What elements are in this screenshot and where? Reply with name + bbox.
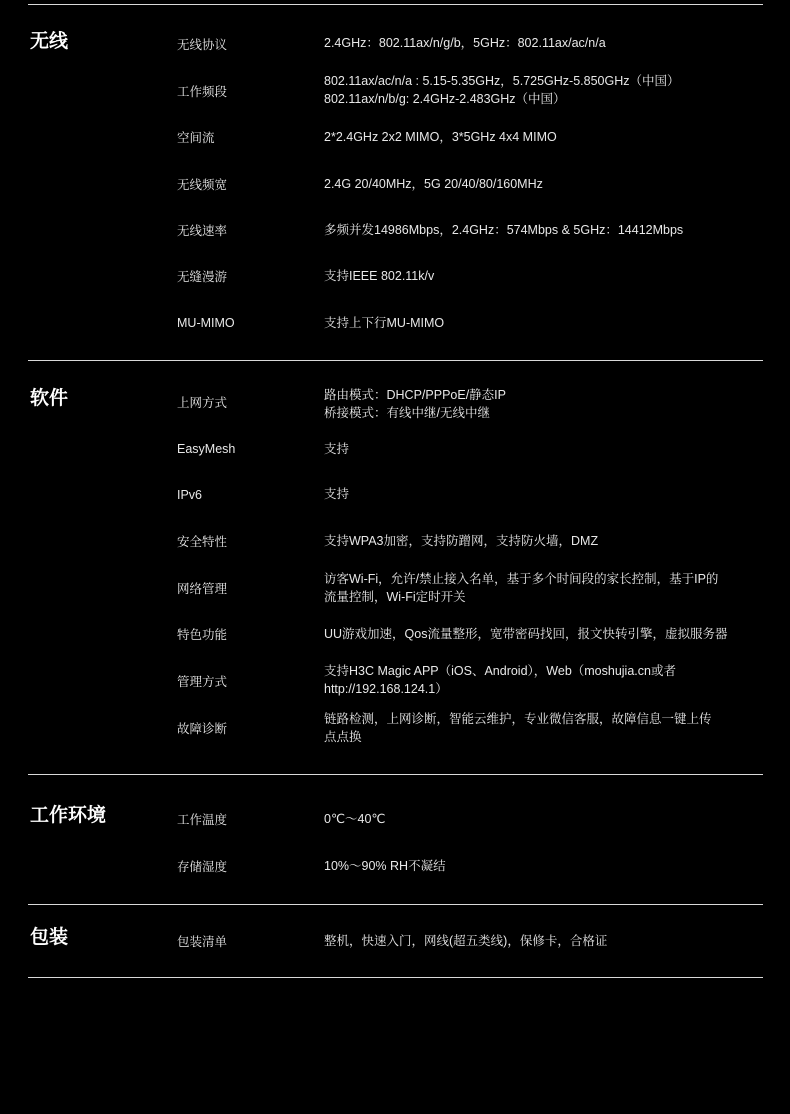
spec-value-line: 支持H3C Magic APP（iOS、Android），Web（moshujia.cn或者 — [324, 664, 676, 678]
spec-label-wireless-rate: 无线速率 — [177, 224, 228, 238]
section-title-packaging: 包装 — [30, 927, 69, 948]
spec-value-channel-width — [324, 175, 724, 193]
spec-value-line: 支持WPA3加密，支持防蹭网，支持防火墙，DMZ — [324, 534, 599, 548]
spec-value-spatial-streams — [324, 128, 724, 146]
spec-value-internet-mode — [324, 386, 724, 422]
divider-bottom — [28, 977, 763, 978]
spec-value-line: 访客Wi-Fi，允许/禁止接入名单，基于多个时间段的家长控制，基于IP的 — [324, 572, 719, 586]
spec-value-network-management — [324, 570, 724, 606]
spec-value-mu-mimo — [324, 314, 724, 332]
spec-value-features — [324, 625, 728, 643]
spec-value-management-method — [324, 662, 724, 698]
spec-value-seamless-roaming — [324, 267, 724, 285]
spec-label-package-contents: 包装清单 — [177, 935, 228, 949]
spec-value-fault-diagnosis — [324, 710, 724, 746]
spec-value-line: 多频并发14986Mbps，2.4GHz：574Mbps & 5GHz：14412Mbps — [324, 223, 684, 237]
spec-label-storage-humidity: 存储湿度 — [177, 860, 228, 874]
spec-value-easymesh — [324, 440, 724, 458]
spec-value-line: 流量控制，Wi-Fi定时开关 — [324, 590, 466, 604]
divider-software-environment — [28, 774, 763, 775]
divider-top — [28, 4, 763, 5]
spec-value-line: 0℃～40℃ — [324, 812, 386, 826]
spec-label-easymesh: EasyMesh — [177, 442, 236, 456]
spec-label-operating-temperature: 工作温度 — [177, 813, 228, 827]
spec-value-line: 点点换 — [324, 730, 362, 744]
spec-value-line: 支持IEEE 802.11k/v — [324, 269, 435, 283]
spec-label-seamless-roaming: 无缝漫游 — [177, 270, 228, 284]
spec-label-fault-diagnosis: 故障诊断 — [177, 722, 228, 736]
spec-value-line: 2.4G 20/40MHz，5G 20/40/80/160MHz — [324, 177, 543, 191]
spec-label-internet-mode: 上网方式 — [177, 396, 228, 410]
spec-label-network-management: 网络管理 — [177, 582, 228, 596]
spec-label-frequency-band: 工作频段 — [177, 85, 228, 99]
section-title-environment: 工作环境 — [30, 805, 107, 826]
spec-value-line: 802.11ax/n/b/g: 2.4GHz-2.483GHz（中国） — [324, 92, 566, 106]
spec-label-security: 安全特性 — [177, 535, 228, 549]
spec-value-line: 桥接模式：有线中继/无线中继 — [324, 406, 490, 420]
spec-value-line: 支持上下行MU-MIMO — [324, 316, 445, 330]
spec-value-security — [324, 532, 724, 550]
spec-value-line: 10%～90% RH不凝结 — [324, 859, 446, 873]
section-title-wireless: 无线 — [30, 31, 69, 52]
spec-label-mu-mimo: MU-MIMO — [177, 316, 235, 330]
spec-label-channel-width: 无线频宽 — [177, 178, 228, 192]
spec-value-line: 路由模式：DHCP/PPPoE/静态IP — [324, 388, 506, 402]
spec-value-line: 802.11ax/ac/n/a : 5.15-5.35GHz，5.725GHz-5.850GHz（中国） — [324, 74, 680, 88]
spec-label-ipv6: IPv6 — [177, 488, 203, 502]
spec-value-wireless-protocol — [324, 34, 724, 52]
spec-value-line: UU游戏加速，Qos流量整形，宽带密码找回，报文快转引擎，虚拟服务器 — [324, 627, 728, 641]
spec-value-line: 链路检测，上网诊断，智能云维护，专业微信客服，故障信息一键上传 — [324, 712, 712, 726]
spec-label-features: 特色功能 — [177, 628, 228, 642]
divider-environment-packaging — [28, 904, 763, 905]
spec-value-ipv6 — [324, 485, 724, 503]
spec-value-line: 2.4GHz：802.11ax/n/g/b，5GHz：802.11ax/ac/n/a — [324, 36, 606, 50]
spec-label-management-method: 管理方式 — [177, 675, 228, 689]
spec-value-line: http://192.168.124.1） — [324, 682, 448, 696]
spec-value-package-contents — [324, 932, 724, 950]
spec-label-wireless-protocol: 无线协议 — [177, 38, 228, 52]
spec-value-line: 整机，快速入门，网线(超五类线)，保修卡，合格证 — [324, 934, 608, 948]
spec-value-frequency-band — [324, 72, 724, 108]
spec-value-line: 2*2.4GHz 2x2 MIMO，3*5GHz 4x4 MIMO — [324, 130, 557, 144]
spec-value-storage-humidity — [324, 857, 724, 875]
divider-wireless-software — [28, 360, 763, 361]
spec-value-line: 支持 — [324, 487, 350, 501]
spec-value-wireless-rate — [324, 221, 724, 239]
section-title-software: 软件 — [30, 388, 69, 409]
spec-value-operating-temperature — [324, 810, 724, 828]
spec-value-line: 支持 — [324, 442, 350, 456]
spec-label-spatial-streams: 空间流 — [177, 131, 215, 145]
